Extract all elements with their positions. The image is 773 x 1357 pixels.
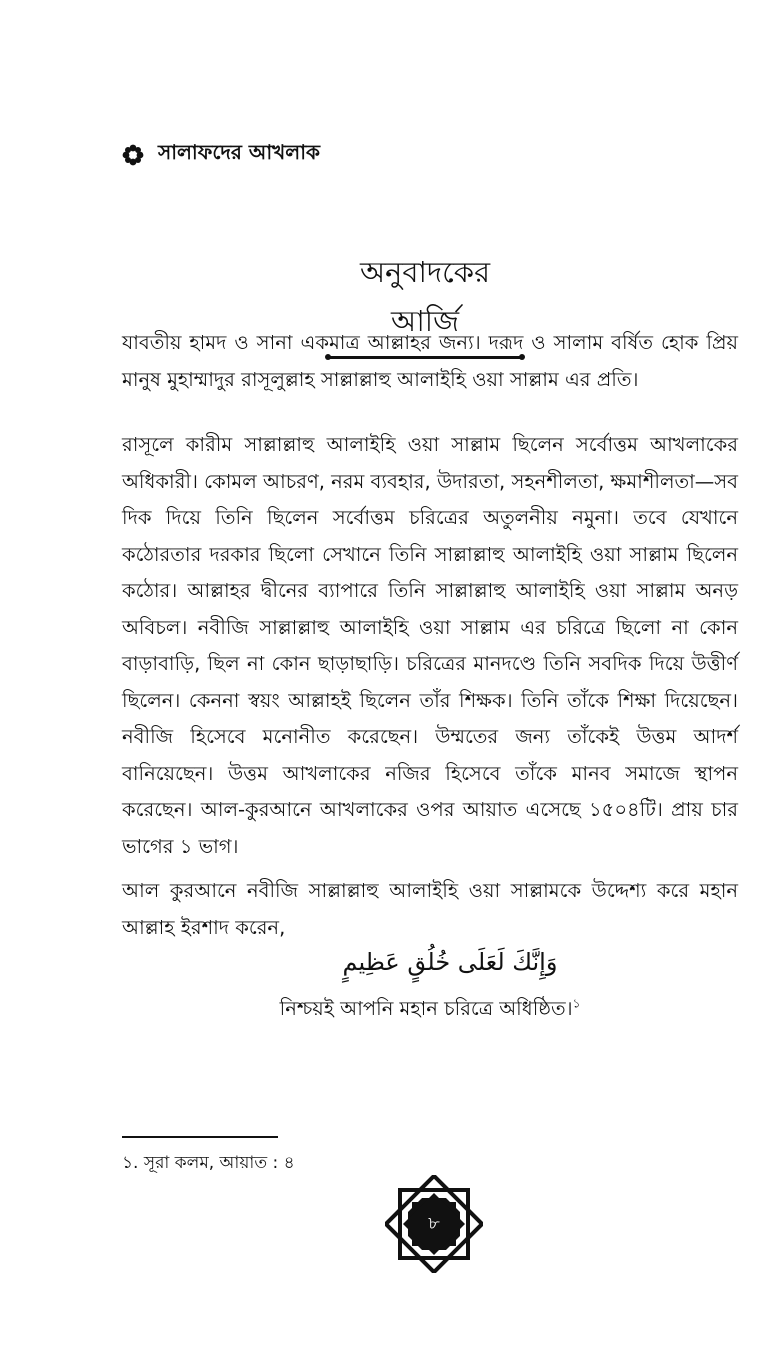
flower-icon: [122, 144, 144, 166]
paragraph-quran-intro: আল কুরআনে নবীজি সাল্লাল্লাহু আলাইহি ওয়া সাল্লামকে উদ্দেশ্য করে মহান আল্লাহ ইরশাদ করেন,: [122, 879, 738, 939]
paragraph-intro: যাবতীয় হামদ ও সানা একমাত্র আল্লাহর জন্য। দরূদ ও সালাম বর্ষিত হোক প্রিয় মানুষ মুহাম্মাদুর রাসূলুল্লাহ সাল্লাল্লাহু আলাইহি ওয়া সাল্লাম এর প্রতি।: [122, 331, 738, 391]
arabic-verse: وَإِنَّكَ لَعَلَى خُلُقٍ عَظِيمٍ: [342, 948, 558, 976]
page-number: ৮: [428, 1212, 440, 1234]
translation-text: নিশ্চয়ই আপনি মহান চরিত্রে অধিষ্ঠিত।: [279, 997, 573, 1020]
footnote: ১. সূরা কলম, আয়াত : ৪: [122, 1153, 295, 1173]
book-title: সালাফদের আখলাক: [158, 140, 320, 164]
footnote-ref: ১: [572, 996, 581, 1011]
running-header: [122, 138, 320, 171]
footnote-divider: [122, 1136, 278, 1138]
section-heading: অনুবাদকের আর্জি: [359, 255, 491, 338]
paragraph-main: রাসূলে কারীম সাল্লাল্লাহু আলাইহি ওয়া সাল্লাম ছিলেন সর্বোত্তম আখলাকের অধিকারী। কোমল আচরণ, নরম ব্যবহার, উদারতা, সহনশীলতা, ক্ষমাশীলতা—সব দিক দিয়ে তিনি ছিলেন সর্বোত্তম চরিত্রের অতুলনীয় নমুনা। তবে যেখানে কঠোরতার দরকার ছিলো সেখানে তিনি সাল্লাল্লাহু আলাইহি ওয়া সাল্লাম ছিলেন কঠোর। আল্লাহর দ্বীনের ব্যাপারে তিনি সাল্লাল্লাহু আলাইহি ওয়া সাল্লাম অনড় অবিচল। নবীজি সাল্লাল্লাহু আলাইহি ওয়া সাল্লাম এর চরিত্রে ছিলো না কোন বাড়াবাড়ি, ছিল না কোন ছাড়াছাড়ি। চরিত্রের মানদণ্ডে তিনি সবদিক দিয়ে উত্তীর্ণ ছিলেন। কেননা স্বয়ং আল্লাহই ছিলেন তাঁর শিক্ষক। তিনি তাঁকে শিক্ষা দিয়েছেন। নবীজি হিসেবে মনোনীত করেছেন। উম্মতের জন্য তাঁকেই উত্তম আদর্শ বানিয়েছেন। উত্তম আখলাকের নজির হিসেবে তাঁকে মানব সমাজে স্থাপন করেছেন। আল-কুরআনে আখলাকের ওপর আয়াত এসেছে ১৫০৪টি। প্রায় চার ভাগের ১ ভাগ।: [122, 433, 738, 858]
verse-translation: [200, 995, 660, 1027]
